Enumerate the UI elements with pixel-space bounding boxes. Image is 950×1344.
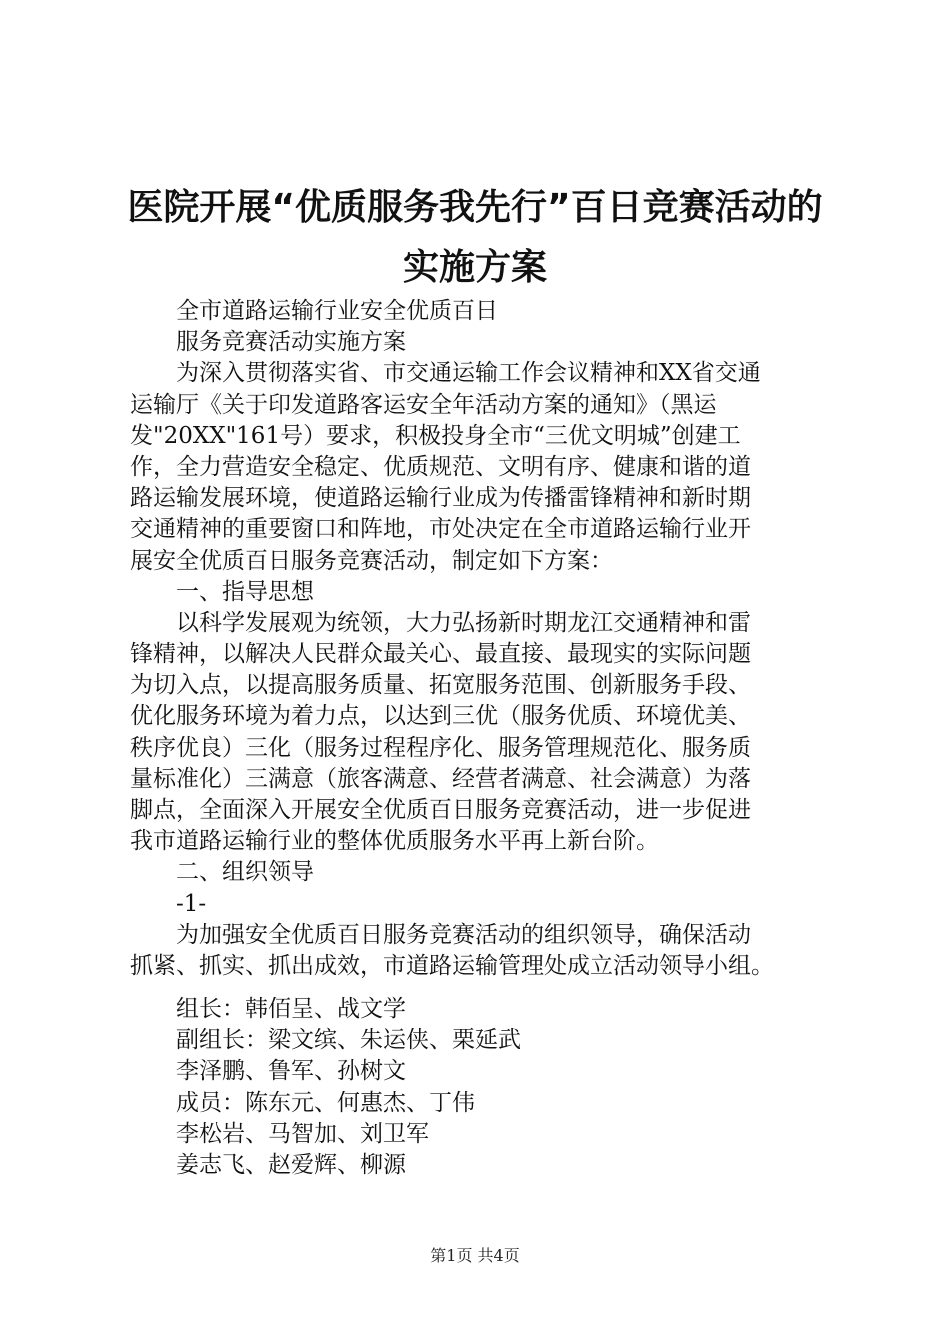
paragraph-line: 李泽鹏、鲁军、孙树文 (176, 1058, 406, 1085)
paragraph-line: 组长：韩佰呈、战文学 (176, 996, 406, 1022)
paragraph-line: 为切入点，以提高服务质量、拓宽服务范围、创新服务手段、 (130, 672, 751, 699)
paragraph-line: 展安全优质百日服务竞赛活动，制定如下方案： (130, 547, 613, 574)
paragraph-line: 为加强安全优质百日服务竞赛活动的组织领导，确保活动 (176, 921, 751, 948)
paragraph-line: 副组长：梁文缤、朱运侠、栗延武 (176, 1027, 521, 1054)
paragraph-line: 抓紧、抓实、抓出成效，市道路运输管理处成立活动领导小组。 (130, 952, 774, 979)
paragraph-line: 李松岩、马智加、刘卫军 (176, 1120, 429, 1147)
paragraph-line: 一、指导思想 (176, 578, 314, 605)
paragraph-line: 我市道路运输行业的整体优质服务水平再上新台阶。 (130, 828, 659, 855)
document-title-line2: 实施方案 (402, 247, 547, 288)
paragraph-line: 量标准化）三满意（旅客满意、经营者满意、社会满意）为落 (130, 765, 751, 792)
paragraph-line: 路运输发展环境，使道路运输行业成为传播雷锋精神和新时期 (130, 485, 751, 512)
paragraph-line: 秩序优良）三化（服务过程程序化、服务管理规范化、服务质 (130, 734, 751, 761)
paragraph-line: 成员：陈东元、何惠杰、丁伟 (176, 1089, 475, 1116)
paragraph-line: 姜志飞、赵爱辉、柳源 (176, 1151, 406, 1178)
paragraph-line: 为深入贯彻落实省、市交通运输工作会议精神和XX省交通 (176, 360, 761, 387)
paragraph-line: 全市道路运输行业安全优质百日 (176, 298, 498, 324)
paragraph-line: 运输厅《关于印发道路客运安全年活动方案的通知》（黑运 (130, 391, 717, 418)
paragraph-line: -1- (176, 890, 207, 917)
paragraph-line: 锋精神，以解决人民群众最关心、最直接、最现实的实际问题 (130, 641, 751, 668)
paragraph-line: 优化服务环境为着力点，以达到三优（服务优质、环境优美、 (130, 703, 751, 730)
paragraph-line: 发"20XX"161号）要求，积极投身全市“三优文明城”创建工 (130, 422, 741, 449)
paragraph-line: 作，全力营造安全稳定、优质规范、文明有序、健康和谐的道 (130, 453, 751, 480)
document-body-members (130, 994, 850, 1181)
paragraph-line: 脚点，全面深入开展安全优质百日服务竞赛活动，进一步促进 (130, 797, 751, 823)
document-body-main (130, 296, 850, 982)
paragraph-line: 二、组织领导 (176, 859, 314, 886)
paragraph-line: 交通精神的重要窗口和阵地，市处决定在全市道路运输行业开 (130, 516, 751, 543)
document-title-line1: 医院开展“优质服务我先行”百日竞赛活动的 (127, 187, 823, 228)
paragraph-line: 以科学发展观为统领，大力弘扬新时期龙江交通精神和雷 (176, 609, 751, 636)
paragraph-line: 服务竞赛活动实施方案 (176, 329, 406, 356)
page-footer: 第1页 共4页 (430, 1246, 520, 1265)
